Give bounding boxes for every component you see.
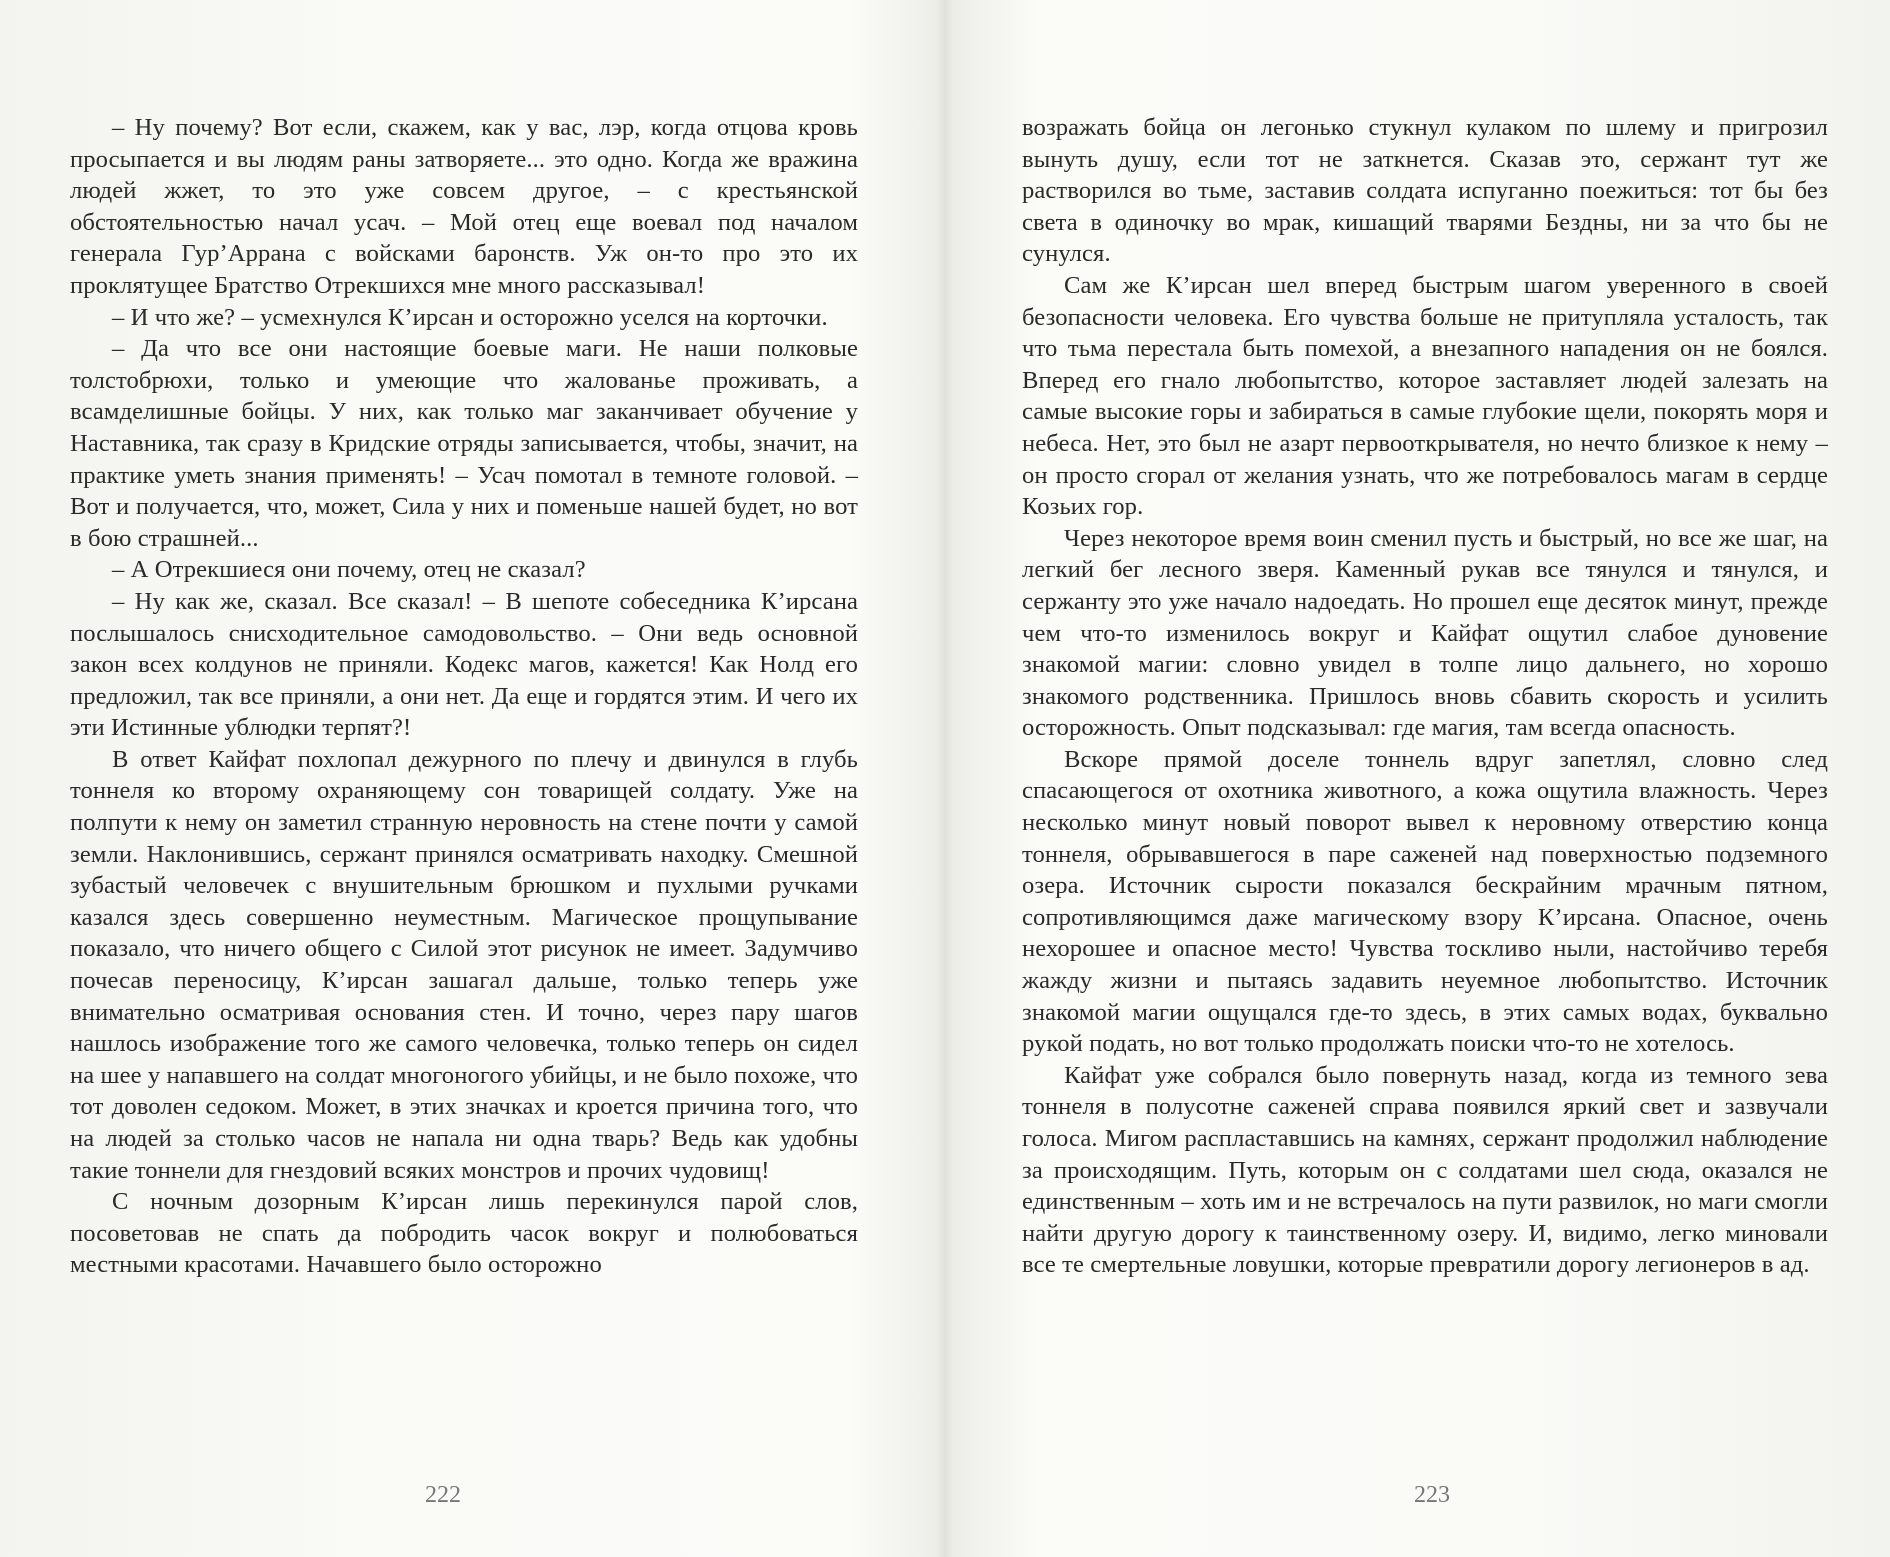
paragraph: – Ну как же, сказал. Все сказал! – В шепоте собеседника К’ирсана послышалось снисходительное самодовольство. – Они ведь основной закон всех колдунов не приняли. Кодекс магов, кажется! Как Нолд его предложил, так все приняли, а они нет. Да еще и гордятся этим. И чего их эти Истинные ублюдки терпят?! <box>70 587 858 742</box>
paragraph: Вскоре прямой доселе тоннель вдруг запетлял, словно след спасающегося от охотника животного, а кожа ощутила влажность. Через несколько минут новый поворот вывел к неровному отверстию конца тоннеля, обрывавшегося в паре саженей над поверхностью подземного озера. Источник сырости показался бескрайним мрачным пятном, сопротивляющимся даже магическому взору К’ирсана. Опасное, очень нехорошее и опасное место! Чувства тоскливо ныли, настойчиво теребя жажду жизни и пытаясь задавить неуемное любопытство. Источник знакомой магии ощущался где-то здесь, в этих самых водах, буквально рукой подать, но вот только продолжать поиски что-то не хотелось. <box>1022 745 1828 1058</box>
paragraph: В ответ Кайфат похлопал дежурного по плечу и двинулся в глубь тоннеля ко второму охраняющему сон товарищей солдату. Уже на полпути к нему он заметил странную неровность на стене почти у самой земли. Наклонившись, сержант принялся осматривать находку. Смешной зубастый человечек с внушительным брюшком и пухлыми ручками казался здесь совершенно неуместным. Магическое прощупывание показало, что ничего общего с Силой этот рисунок не имеет. Задумчиво почесав переносицу, К’ирсан зашагал дальше, только теперь уже внимательно осматривая основания стен. И точно, через пару шагов нашлось изображение того же самого человечка, только теперь он сидел на шее у напавшего на солдат многоногого убийцы, и не было похоже, что тот доволен седоком. Может, в этих значках и кроется причина того, что на людей за столько часов не напала ни одна тварь? Ведь как удобны такие тоннели для гнездовий всяких монстров и прочих чудовищ! <box>70 745 858 1184</box>
paragraph: – А Отрекшиеся они почему, отец не сказал? <box>112 556 586 584</box>
paragraph: С ночным дозорным К’ирсан лишь перекинулся парой слов, посоветовав не спать да побродить часок вокруг и полюбоваться местными красотами. Начавшего было осторожно <box>70 1188 858 1279</box>
paragraph: – Да что все они настоящие боевые маги. Не наши полковые толстобрюхи, только и умеющие что жалованье проживать, а всамделишные бойцы. У них, как только маг заканчивает обучение у Наставника, так сразу в Кридские отряды записывается, чтобы, значит, на практике уметь знания применять! – Усач помотал в темноте головой. – Вот и получается, что, может, Сила у них и поменьше нашей будет, но вот в бою страшней... <box>70 335 858 552</box>
paragraph: Кайфат уже собрался было повернуть назад, когда из темного зева тоннеля в полусотне саженей справа появился яркий свет и зазвучали голоса. Мигом распластавшись на камнях, сержант продолжил наблюдение за происходящим. Путь, которым он с солдатами шел сюда, оказался не единственным – хоть им и не встречалось на пути развилок, но маги смогли найти другую дорогу к таинственному озеру. И, видимо, легко миновали все те смертельные ловушки, которые превратили дорогу легионеров в ад. <box>1022 1061 1828 1279</box>
paragraph: – Ну почему? Вот если, скажем, как у вас, лэр, когда отцова кровь просыпается и вы людям раны затворяете... это одно. Когда же вражина людей жжет, то это уже совсем другое, – с крестьянской обстоятельностью начал усач. – Мой отец еще воевал под началом генерала Гур’Аррана с войсками баронств. Уж он-то про это их проклятущее Братство Отрекшихся мне много рассказывал! <box>70 114 858 299</box>
page-number-right: 223 <box>1414 1482 1450 1508</box>
paragraph: возражать бойца он легонько стукнул кулаком по шлему и пригрозил вынуть душу, если тот не заткнется. Сказав это, сержант тут же растворился во тьме, заставив солдата испуганно поежиться: тот бы без света в одиночку во мрак, кишащий тварями Бездны, ни за что бы не сунулся. <box>1022 114 1828 268</box>
paragraph: – И что же? – усмехнулся К’ирсан и осторожно уселся на корточки. <box>112 303 828 331</box>
right-page-text <box>1022 112 1828 1281</box>
right-page <box>945 0 1890 1557</box>
paragraph: Сам же К’ирсан шел вперед быстрым шагом уверенного в своей безопасности человека. Его чувства больше не притупляла усталость, так что тьма перестала быть помехой, а внезапного нападения он не боялся. Вперед его гнало любопытство, которое заставляет людей залезать на самые высокие горы и забираться в самые глубокие щели, покорять моря и небеса. Нет, это был не азарт первооткрывателя, но нечто близкое к нему – он просто сгорал от желания узнать, что же потребовалось магам в сердце Козьих гор. <box>1022 271 1828 521</box>
left-page-text <box>70 112 858 1281</box>
page-number-left: 222 <box>425 1482 461 1508</box>
paragraph: Через некоторое время воин сменил пусть и быстрый, но все же шаг, на легкий бег лесного зверя. Каменный рукав все тянулся и тянулся, и сержанту это уже начало надоедать. Но прошел еще десяток минут, прежде чем что-то изменилось вокруг и Кайфат ощутил слабое дуновение знакомой магии: словно увидел в толпе лицо дальнего, но хорошо знакомого родственника. Пришлось вновь сбавить скорость и усилить осторожность. Опыт подсказывал: где магия, там всегда опасность. <box>1022 524 1828 742</box>
